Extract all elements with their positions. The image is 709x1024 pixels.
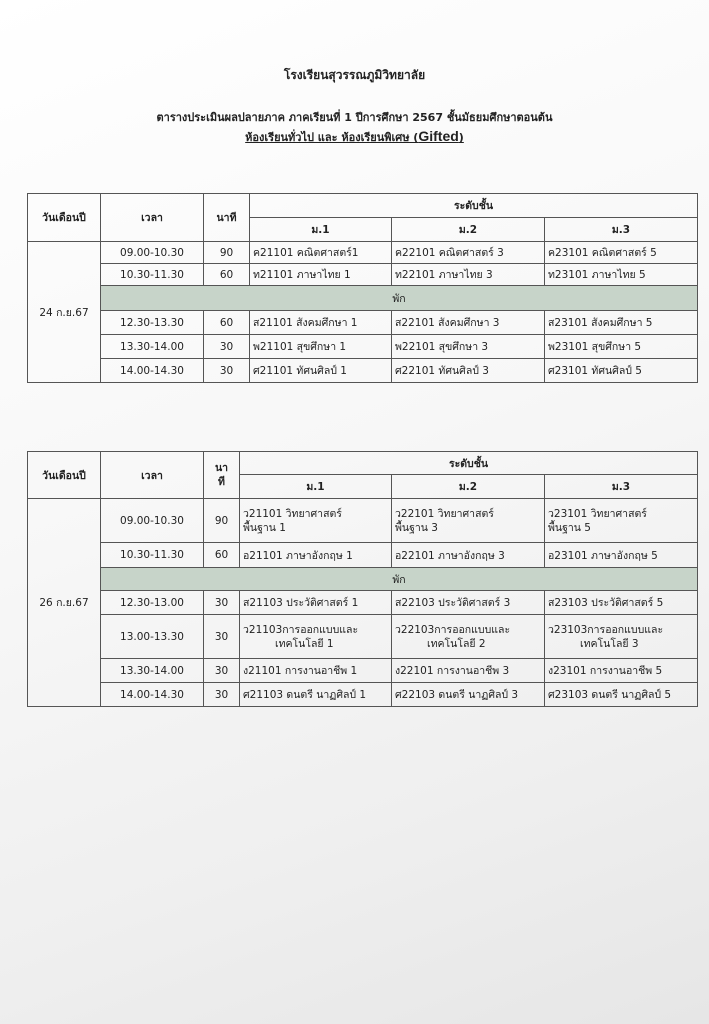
break-label: พัก <box>101 286 698 311</box>
subject-m1: ศ21103 ดนตรี นาฏศิลป์ 1 <box>240 683 392 707</box>
time-cell: 12.30-13.00 <box>101 591 204 615</box>
subject-m3: พ23101 สุขศึกษา 5 <box>545 335 698 359</box>
subject-m2-line1: ว22103การออกแบบและ <box>395 623 511 636</box>
subject-m2: ค22101 คณิตศาสตร์ 3 <box>392 242 545 264</box>
minutes-cell: 30 <box>204 659 240 683</box>
subject-m3: ศ23101 ทัศนศิลป์ 5 <box>545 359 698 383</box>
subject-m2: ศ22101 ทัศนศิลป์ 3 <box>392 359 545 383</box>
table-row <box>28 242 698 264</box>
document-title: ตารางประเมินผลปลายภาค ภาคเรียนที่ 1 ปีการศึกษา 2567 ชั้นมัธยมศึกษาตอนต้น <box>156 111 553 124</box>
time-cell: 10.30-11.30 <box>101 264 204 286</box>
subject-m3-line2: พื้นฐาน 5 <box>548 521 591 534</box>
subtitle-text: ห้องเรียนทั่วไป และ ห้องเรียนพิเศษ ( <box>245 131 419 144</box>
time-cell: 14.00-14.30 <box>101 359 204 383</box>
time-cell: 13.00-13.30 <box>101 615 204 659</box>
minutes-cell: 30 <box>204 615 240 659</box>
school-name: โรงเรียนสุวรรณภูมิวิทยาลัย <box>283 68 426 82</box>
header-m2: ม.2 <box>392 218 545 242</box>
subject-m3: ง23101 การงานอาชีพ 5 <box>545 659 698 683</box>
subject-m2 <box>392 615 545 659</box>
time-cell: 12.30-13.30 <box>101 311 204 335</box>
exam-date: 26 ก.ย.67 <box>28 499 101 707</box>
minutes-cell: 60 <box>204 543 240 568</box>
table-row <box>28 543 698 568</box>
subject-m3: ค23101 คณิตศาสตร์ 5 <box>545 242 698 264</box>
table-row <box>28 659 698 683</box>
subject-m3: ส23101 สังคมศึกษา 5 <box>545 311 698 335</box>
subject-m2: ส22103 ประวัติศาสตร์ 3 <box>392 591 545 615</box>
time-cell: 10.30-11.30 <box>101 543 204 568</box>
subject-m1: ง21101 การงานอาชีพ 1 <box>240 659 392 683</box>
subject-m2: ส22101 สังคมศึกษา 3 <box>392 311 545 335</box>
minutes-cell: 30 <box>204 683 240 707</box>
table-row <box>28 359 698 383</box>
subject-m1: ท21101 ภาษาไทย 1 <box>250 264 392 286</box>
break-row <box>28 568 698 591</box>
minutes-cell: 30 <box>204 591 240 615</box>
subtitle-gifted: Gifted <box>418 128 459 144</box>
subject-m3-line2: เทคโนโลยี 3 <box>580 637 639 650</box>
subject-m2-line2: เทคโนโลยี 2 <box>427 637 486 650</box>
header-m1: ม.1 <box>250 218 392 242</box>
time-cell: 09.00-10.30 <box>101 242 204 264</box>
header-date: วันเดือนปี <box>28 194 101 242</box>
subject-m2: อ22101 ภาษาอังกฤษ 3 <box>392 543 545 568</box>
minutes-cell: 30 <box>204 359 250 383</box>
subtitle-close: ) <box>458 131 464 144</box>
subject-m3: ส23103 ประวัติศาสตร์ 5 <box>545 591 698 615</box>
minutes-cell: 60 <box>204 311 250 335</box>
subject-m3: อ23101 ภาษาอังกฤษ 5 <box>545 543 698 568</box>
subject-m3-line1: ว23101 วิทยาศาสตร์ <box>548 507 647 520</box>
time-cell: 14.00-14.30 <box>101 683 204 707</box>
subject-m1-line2: พื้นฐาน 1 <box>243 521 286 534</box>
header-m1: ม.1 <box>240 475 392 499</box>
time-cell: 13.30-14.00 <box>101 335 204 359</box>
time-cell: 09.00-10.30 <box>101 499 204 543</box>
exam-table-26 <box>27 451 698 707</box>
subject-m1: ส21101 สังคมศึกษา 1 <box>250 311 392 335</box>
minutes-cell: 60 <box>204 264 250 286</box>
header-m3: ม.3 <box>545 475 698 499</box>
subject-m3-line1: ว23103การออกแบบและ <box>548 623 664 636</box>
exam-table-24 <box>27 193 698 383</box>
table-row <box>28 264 698 286</box>
document-subtitle <box>0 128 709 146</box>
header-date: วันเดือนปี <box>28 452 101 499</box>
table-row <box>28 683 698 707</box>
subject-m3: ท23101 ภาษาไทย 5 <box>545 264 698 286</box>
minutes-cell: 90 <box>204 499 240 543</box>
exam-date: 24 ก.ย.67 <box>28 242 101 383</box>
subject-m2: ท22101 ภาษาไทย 3 <box>392 264 545 286</box>
subject-m2: ศ22103 ดนตรี นาฏศิลป์ 3 <box>392 683 545 707</box>
table-row <box>28 591 698 615</box>
subject-m1: ค21101 คณิตศาสตร์1 <box>250 242 392 264</box>
subject-m2-line1: ว22101 วิทยาศาสตร์ <box>395 507 494 520</box>
subject-m1 <box>240 499 392 543</box>
subject-m1-line2: เทคโนโลยี 1 <box>275 637 334 650</box>
break-label: พัก <box>101 568 698 591</box>
subject-m1: ส21103 ประวัติศาสตร์ 1 <box>240 591 392 615</box>
header-m2: ม.2 <box>392 475 545 499</box>
subject-m1: อ21101 ภาษาอังกฤษ 1 <box>240 543 392 568</box>
header-level: ระดับชั้น <box>240 452 698 475</box>
minutes-cell: 30 <box>204 335 250 359</box>
subject-m1: พ21101 สุขศึกษา 1 <box>250 335 392 359</box>
table-row <box>28 311 698 335</box>
subject-m1 <box>240 615 392 659</box>
header-level: ระดับชั้น <box>250 194 698 218</box>
header-minutes-b: ที <box>218 476 225 488</box>
time-cell: 13.30-14.00 <box>101 659 204 683</box>
header-m3: ม.3 <box>545 218 698 242</box>
subject-m3: ศ23103 ดนตรี นาฏศิลป์ 5 <box>545 683 698 707</box>
header-time: เวลา <box>101 194 204 242</box>
subject-m3 <box>545 499 698 543</box>
header-minutes: นาที <box>204 194 250 242</box>
header-time: เวลา <box>101 452 204 499</box>
table-row <box>28 499 698 543</box>
minutes-cell: 90 <box>204 242 250 264</box>
subject-m2-line2: พื้นฐาน 3 <box>395 521 438 534</box>
table-row <box>28 335 698 359</box>
table-row <box>28 615 698 659</box>
subject-m2: พ22101 สุขศึกษา 3 <box>392 335 545 359</box>
subject-m2 <box>392 499 545 543</box>
break-row <box>28 286 698 311</box>
subject-m1-line1: ว21103การออกแบบและ <box>243 623 359 636</box>
subject-m3 <box>545 615 698 659</box>
header-minutes-a: นา <box>214 462 229 474</box>
subject-m1: ศ21101 ทัศนศิลป์ 1 <box>250 359 392 383</box>
header-minutes <box>204 452 240 499</box>
subject-m2: ง22101 การงานอาชีพ 3 <box>392 659 545 683</box>
subject-m1-line1: ว21101 วิทยาศาสตร์ <box>243 507 342 520</box>
